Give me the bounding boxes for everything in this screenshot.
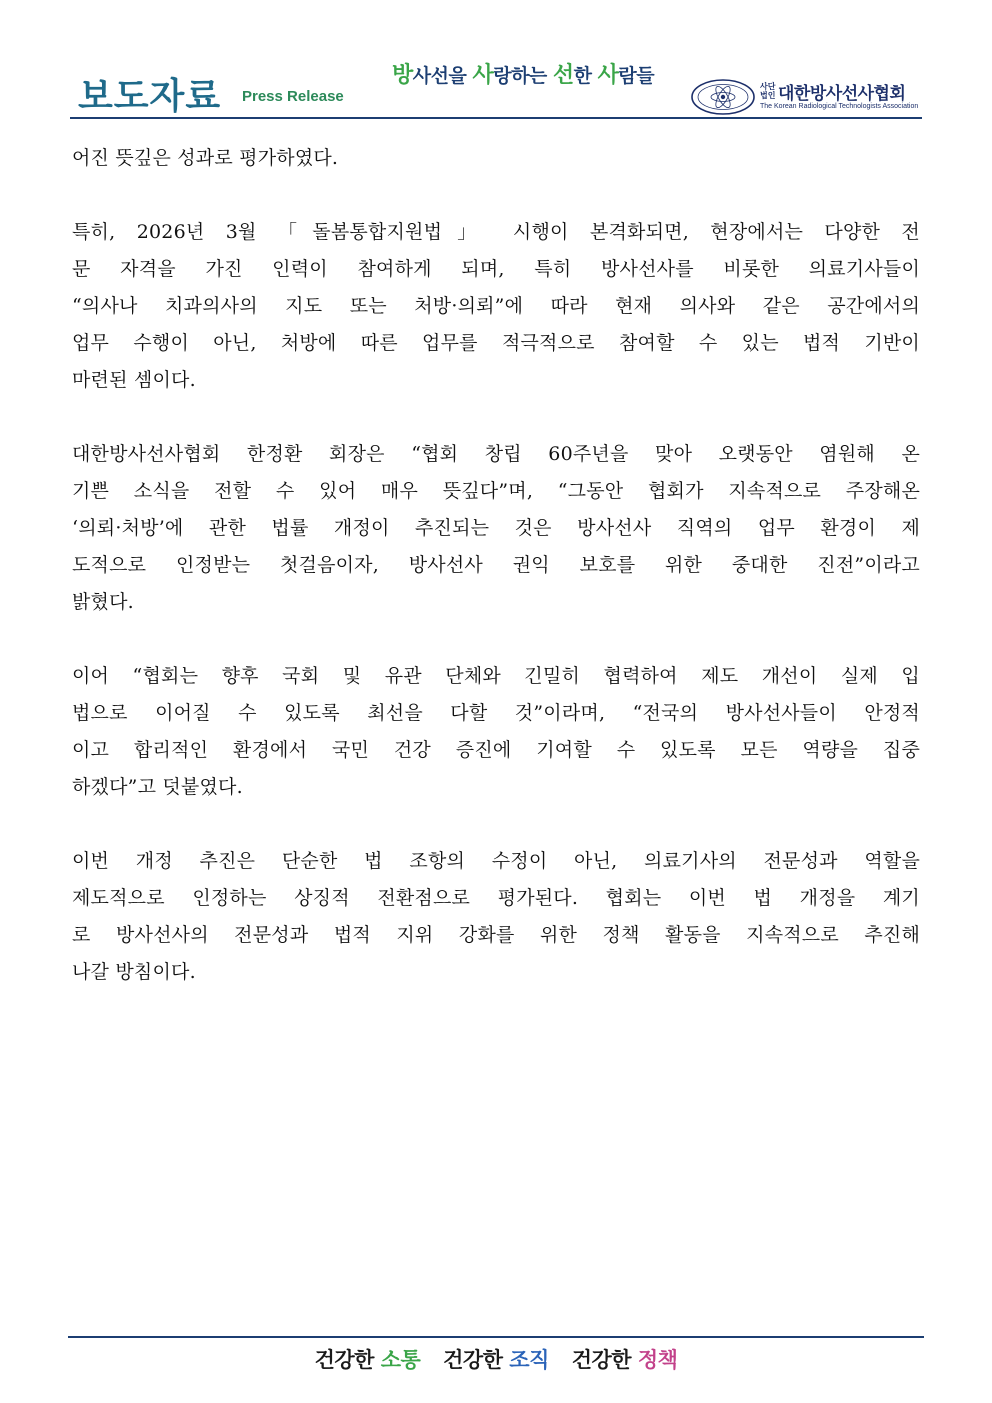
slogan-part: 사	[597, 63, 619, 88]
association-english-name: The Korean Radiological Technologists Association	[760, 103, 919, 110]
text-line: “의사나 치과의사의 지도 또는 처방·의뢰”에 따라 현재 의사와 같은 공간에서의	[72, 295, 920, 317]
text-line: 문 자격을 가진 인력이 참여하게 되며, 특히 방사선사를 비롯한 의료기사들이	[72, 258, 920, 280]
text-line: 이고 합리적인 환경에서 국민 건강 증진에 기여할 수 있도록 모든 역량을 집중	[72, 739, 920, 761]
press-release-subtitle: Press Release	[242, 88, 344, 105]
association-logo-icon	[690, 78, 756, 116]
slogan-part: 선	[552, 63, 574, 88]
slogan-part: 람들	[618, 65, 655, 87]
slogan-part: 사선을	[412, 65, 473, 87]
footer-prefix: 건강한	[314, 1348, 381, 1372]
slogan-part: 방	[392, 63, 413, 88]
page-header	[70, 50, 922, 120]
slogan-part: 랑하는	[493, 65, 553, 87]
slogan	[392, 58, 654, 89]
footer-slogan	[0, 1344, 992, 1374]
slogan-part: 한	[573, 65, 598, 87]
paragraph	[72, 436, 920, 621]
text-line: 로 방사선사의 전문성과 법적 지위 강화를 위한 정책 활동을 지속적으로 추진해	[72, 924, 920, 946]
text-line: 이번 개정 추진은 단순한 법 조항의 수정이 아닌, 의료기사의 전문성과 역할을	[72, 850, 920, 872]
text-line: 이어 “협회는 향후 국회 및 유관 단체와 긴밀히 협력하여 제도 개선이 실제 입	[72, 665, 920, 687]
footer-word-policy: 정책	[637, 1348, 678, 1372]
text-line: 밝혔다.	[72, 591, 134, 613]
slogan-part: 사	[472, 63, 494, 88]
paragraph	[72, 658, 920, 806]
association-prefix: 사단법인	[760, 82, 776, 100]
footer-divider	[68, 1336, 924, 1338]
text-line: 나갈 방침이다.	[72, 961, 196, 983]
text-line: 대한방사선사협회 한정환 회장은 “협회 창립 60주년을 맞아 오랫동안 염원해 온	[72, 443, 920, 465]
footer-word-organization: 조직	[509, 1348, 549, 1372]
paragraph	[72, 140, 920, 177]
article-body	[72, 140, 920, 1028]
paragraph	[72, 214, 920, 399]
paragraph	[72, 843, 920, 991]
text-line: 도적으로 인정받는 첫걸음이자, 방사선사 권익 보호를 위한 중대한 진전”이라고	[72, 554, 920, 576]
association-name: 대한방사선사협회	[778, 84, 906, 104]
text-line: 하겠다”고 덧붙였다.	[72, 776, 243, 798]
text-line: 제도적으로 인정하는 상징적 전환점으로 평가된다. 협회는 이번 법 개정을 계기	[72, 887, 920, 909]
text-line: 어진 뜻깊은 성과로 평가하였다.	[72, 147, 339, 169]
footer-word-communication: 소통	[380, 1348, 421, 1372]
press-release-title: 보도자료	[78, 76, 222, 117]
footer-prefix: 건강한	[571, 1348, 638, 1372]
text-line: 기쁜 소식을 전할 수 있어 매우 뜻깊다”며, “그동안 협회가 지속적으로 주장해온	[72, 480, 920, 502]
text-line: 특히, 2026년 3월 「돌봄통합지원법」 시행이 본격화되면, 현장에서는 다양한 전	[72, 221, 920, 243]
header-divider	[70, 117, 922, 119]
text-line: 법으로 이어질 수 있도록 최선을 다할 것”이라며, “전국의 방사선사들이 안정적	[72, 702, 920, 724]
text-line: 마련된 셈이다.	[72, 369, 196, 391]
text-line: 업무 수행이 아닌, 처방에 따른 업무를 적극적으로 참여할 수 있는 법적 기반이	[72, 332, 920, 354]
association-block	[690, 78, 920, 118]
footer-prefix: 건강한	[443, 1348, 510, 1372]
text-line: ‘의뢰·처방’에 관한 법률 개정이 추진되는 것은 방사선사 직역의 업무 환경이 제	[72, 517, 920, 539]
